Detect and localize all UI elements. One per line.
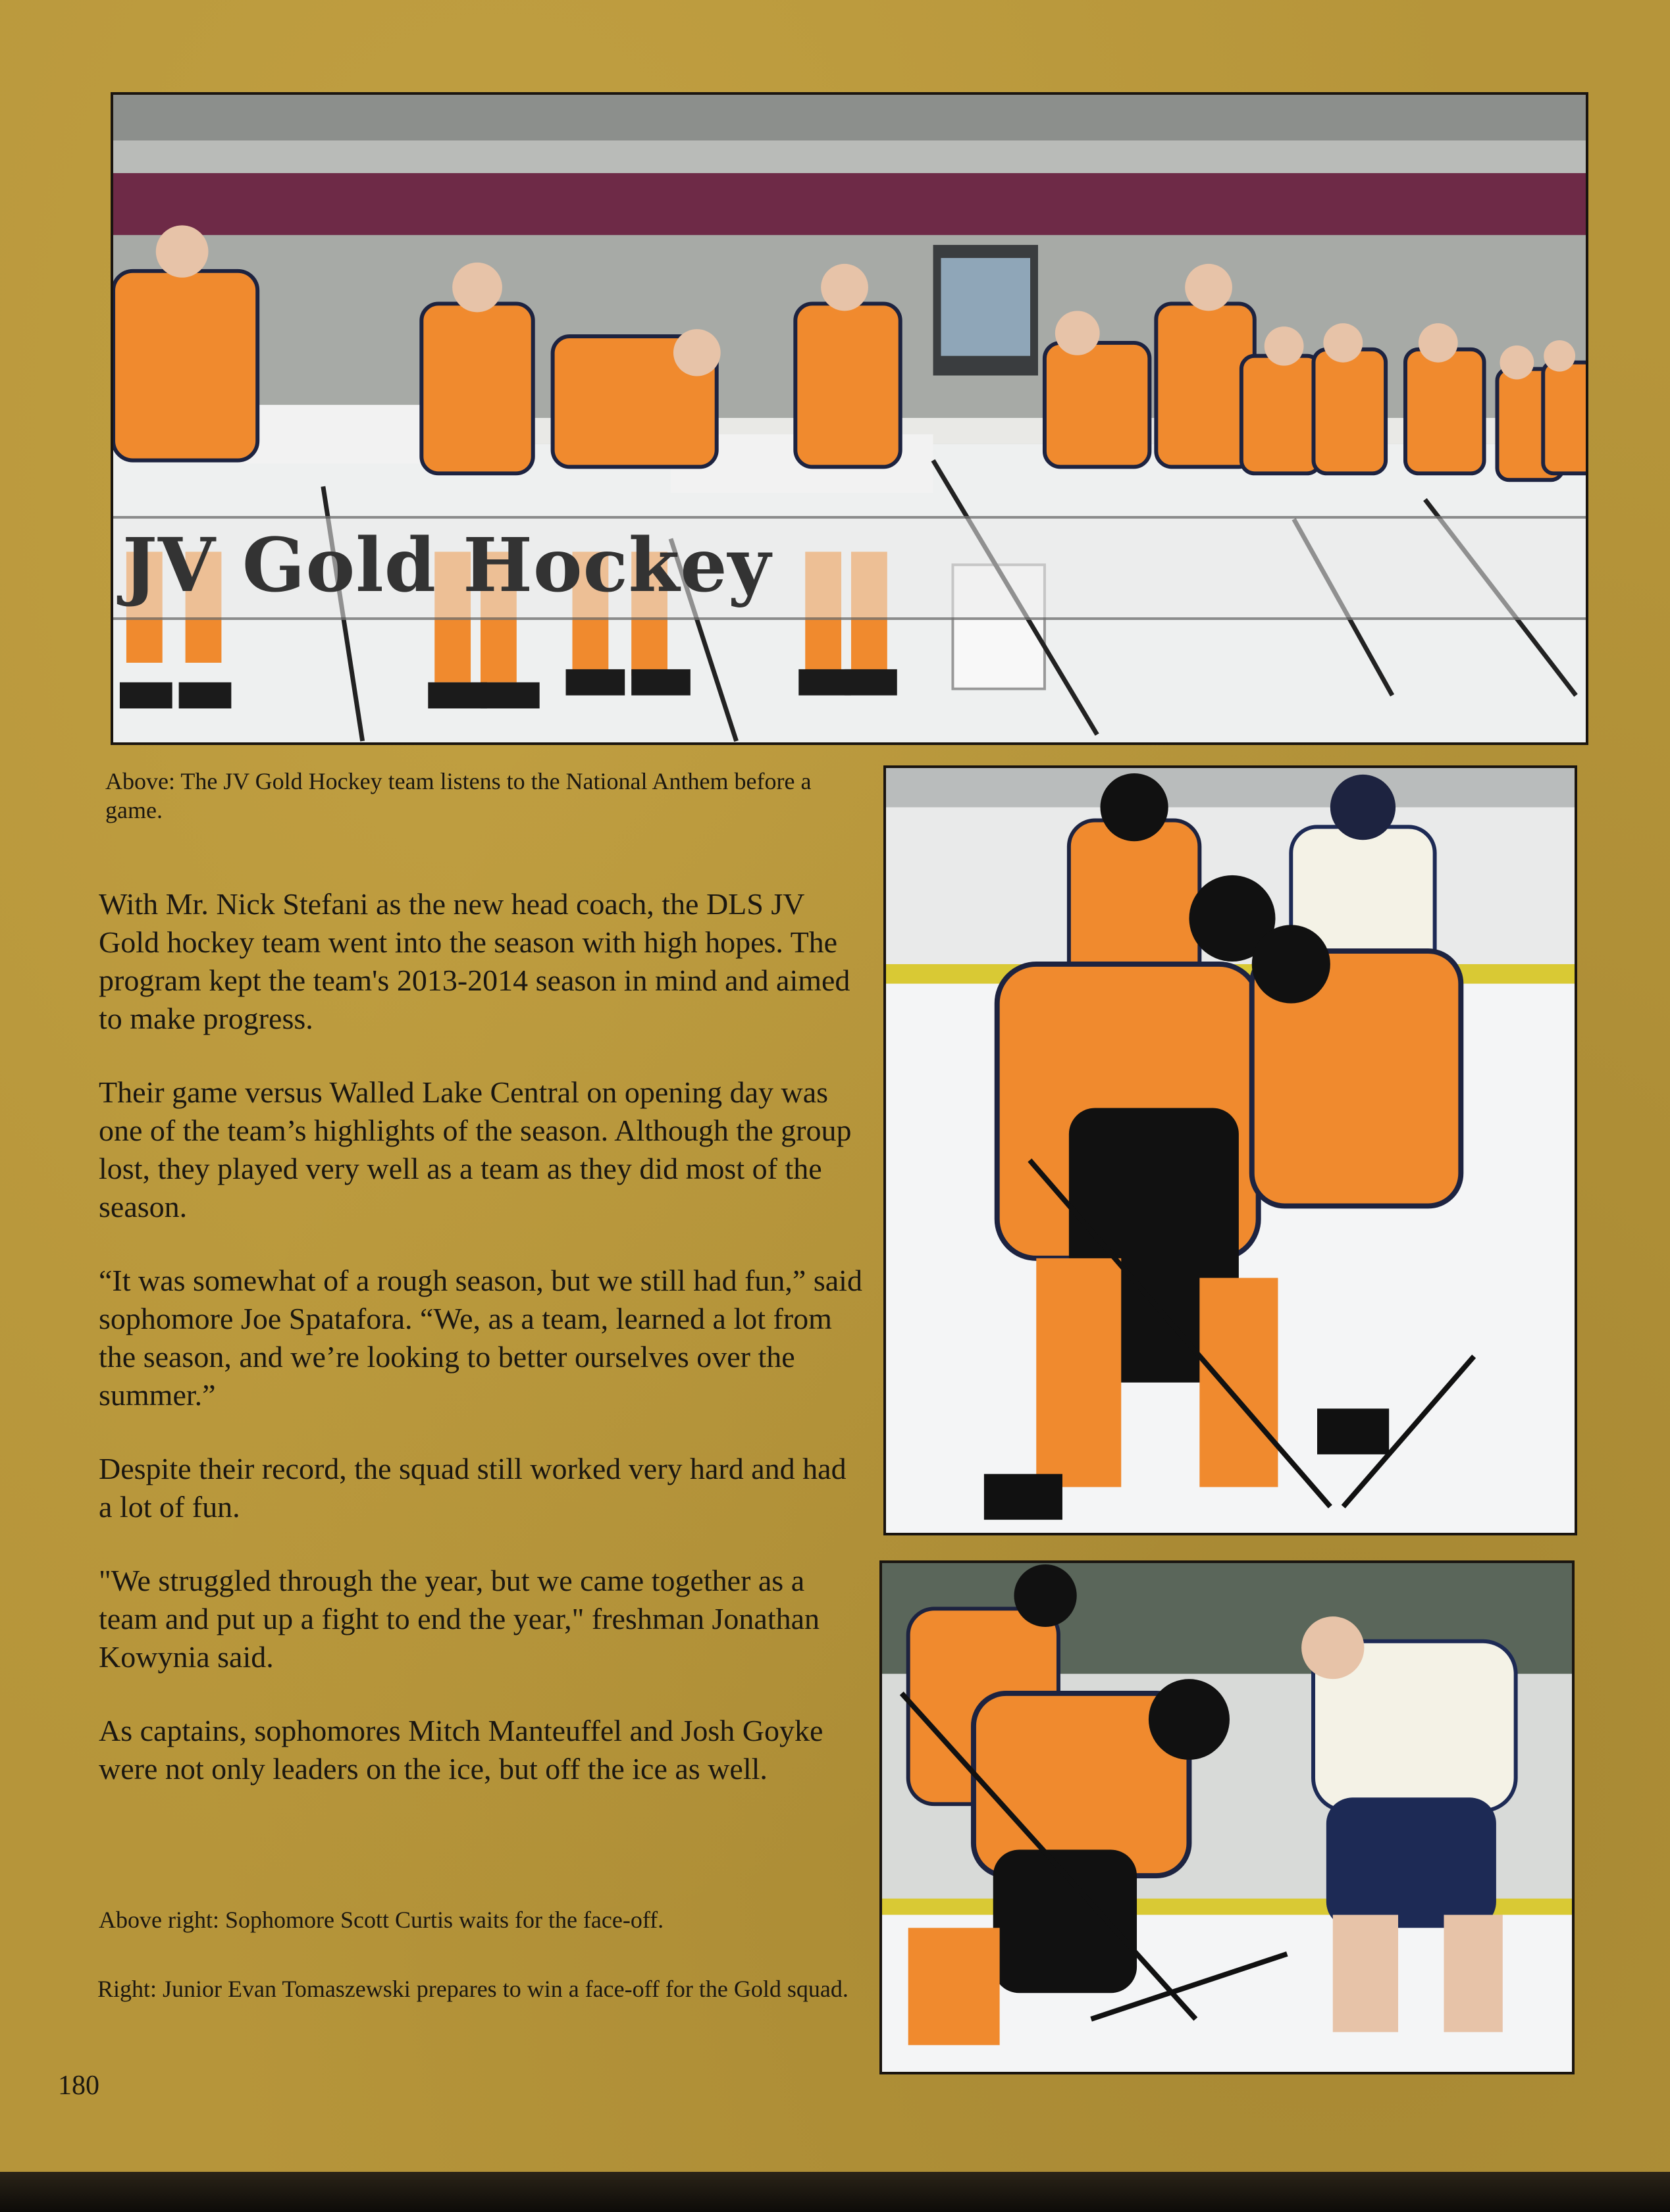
article-paragraph-2: Their game versus Walled Lake Central on opening day was one of the team’s highlights of the season. Although the group lost, they played very well as a team as they did most of the season. (99, 1075, 852, 1223)
team-anthem-illustration (113, 95, 1586, 742)
top-photo-caption: Above: The JV Gold Hockey team listens to the National Anthem before a game. (105, 768, 812, 823)
article-paragraph-3: “It was somewhat of a rough season, but we still had fun,” said sophomore Joe Spatafora. “We, as a team, learned a lot from the season, and we’re looking to better ourselves over the summer.” (99, 1264, 862, 1412)
evan-tomaszewski-faceoff-photo (879, 1560, 1575, 2074)
page-title: JV Gold Hockey (122, 523, 771, 609)
article-paragraph-6: As captains, sophomores Mitch Manteuffel and Josh Goyke were not only leaders on the ice, but off the ice as well. (99, 1714, 823, 1786)
right-caption: Right: Junior Evan Tomaszewski prepares to win a face-off for the Gold squad. (97, 1976, 848, 2002)
article-body (99, 885, 862, 1824)
faceoff-illustration-2 (882, 1563, 1572, 2072)
scott-curtis-faceoff-photo (883, 765, 1577, 1535)
above-right-caption: Above right: Sophomore Scott Curtis waits for the face-off. (99, 1907, 664, 1933)
article-paragraph-1: With Mr. Nick Stefani as the new head coach, the DLS JV Gold hockey team went into the season with high hopes. The program kept the team's 2013-2014 season in mind and aimed to make progress. (99, 887, 850, 1035)
article-paragraph-5: "We struggled through the year, but we came together as a team and put up a fight to end the year," freshman Jonathan Kowynia said. (99, 1564, 820, 1674)
scan-edge-strip (0, 2172, 1670, 2212)
team-anthem-photo (111, 92, 1588, 745)
faceoff-illustration-1 (886, 768, 1575, 1533)
page-number: 180 (58, 2071, 99, 2101)
article-paragraph-4: Despite their record, the squad still worked very hard and had a lot of fun. (99, 1452, 847, 1524)
